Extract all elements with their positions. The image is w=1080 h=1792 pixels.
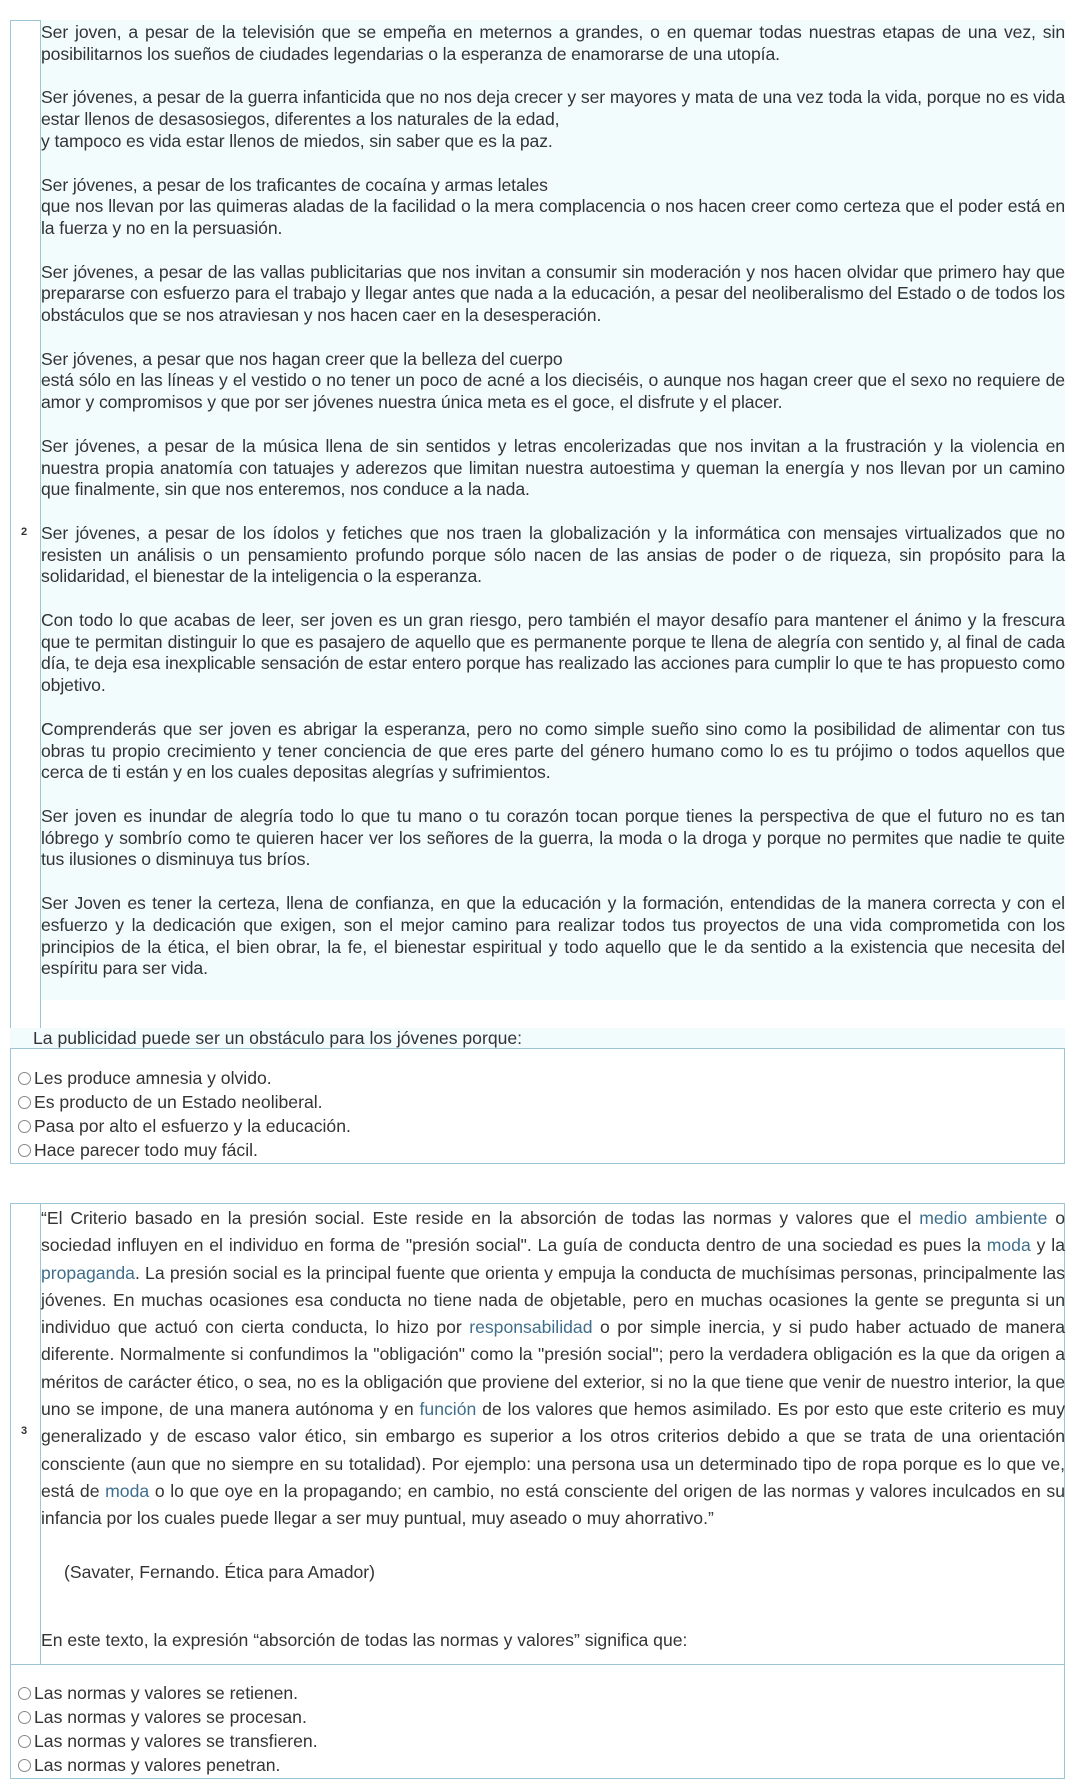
passage-text: “El Criterio basado en la presión social. Este reside en la absorción de todas las normas y valores que el: [41, 1208, 920, 1228]
passage-paragraph: Ser jóvenes, a pesar de la guerra infanticida que no nos deja crecer y ser mayores y mata de una vez toda la vida, porque no es vida estar llenos de desasosiegos, diferentes a los naturales de la edad, y tampoco es vida estar llenos de miedos, sin saber que es la paz.: [41, 87, 1065, 151]
passage-text: o sociedad influyen en el individuo en forma de "presión social". La guía de conducta dentro de una sociedad es pues la: [41, 1208, 1065, 1256]
question-number: 3: [21, 1425, 28, 1437]
answer-options: [18, 1681, 318, 1777]
passage-paragraph: Ser joven es inundar de alegría todo lo que tu mano o tu corazón tocan porque tienes la perspectiva de que el futuro no es tan lóbrego y sombrío como te quieren hacer ver los señores de la guerra, la moda o la droga y porque no permites que nadie te quite tus ilusiones o disminuya tus bríos.: [41, 805, 1065, 870]
radio-button[interactable]: [18, 1687, 31, 1700]
inline-link[interactable]: responsabilidad: [469, 1317, 593, 1338]
option-label: Las normas y valores se procesan.: [34, 1707, 307, 1727]
radio-button[interactable]: [18, 1072, 31, 1085]
answer-option[interactable]: [18, 1114, 351, 1138]
option-label: Las normas y valores penetran.: [34, 1755, 281, 1775]
radio-button[interactable]: [18, 1759, 31, 1772]
question-stem: En este texto, la expresión “absorción de todas las normas y valores” significa que:: [41, 1630, 688, 1650]
passage-text: de los valores que hemos asimilado. Es por esto que este criterio es muy generalizado y de escaso valor ético, sin embargo es superior a los otros criterios debido a que se trata de una orientación consciente (aun que no siempre en su totalidad). Por ejemplo: una persona usa un determinado tipo de ropa porque es lo que ve, está de: [41, 1399, 1066, 1501]
passage-paragraph: Con todo lo que acabas de leer, ser joven es un gran riesgo, pero también el mayor desafío para mantener el ánimo y la frescura que te permitan distinguir lo que es pasajero de aquello que es permanente porque te llena de alegría con sentido y, al final de cada día, te deja esa inexplicable sensación de estar entero porque has realizado las acciones para cumplir lo que te has propuesto como objetivo.: [41, 610, 1065, 696]
passage-paragraph: Ser jóvenes, a pesar de los ídolos y fetiches que nos traen la globalización y la informática con mensajes virtualizados que no resisten un análisis o un pensamiento profundo porque sólo nacen de las ansias de poder o de riqueza, sin propósito para la solidaridad, el bienestar de la inteligencia o la esperanza.: [41, 522, 1065, 587]
answer-option[interactable]: [18, 1138, 351, 1162]
inline-link[interactable]: moda: [986, 1235, 1031, 1256]
option-label: Hace parecer todo muy fácil.: [34, 1140, 258, 1160]
option-label: Pasa por alto el esfuerzo y la educación.: [34, 1116, 351, 1136]
option-label: Las normas y valores se transfieren.: [34, 1731, 318, 1751]
option-label: Es producto de un Estado neoliberal.: [34, 1092, 323, 1112]
divider: [10, 1048, 1065, 1049]
inline-link[interactable]: medio ambiente: [919, 1208, 1048, 1228]
radio-button[interactable]: [18, 1735, 31, 1748]
passage-text: o por simple inercia, y si pudo haber actuado de manera diferente. Normalmente si confundimos la "obligación" como la "presión social"; pero la verdadera obligación es la que da origen a méritos de carácter ético, o sea, no es la obligación que proviene del exterior, si no la que tiene que venir de nuestro interior, la que uno se impone, de una manera autónoma y en: [41, 1317, 1065, 1420]
divider: [10, 1664, 1065, 1665]
radio-button[interactable]: [18, 1144, 31, 1157]
passage-text: o lo que oye en la propagando; en cambio, no está consciente del origen de las normas y valores inculcados en su infancia por los cuales puede llegar a ser muy puntual, muy aseado o muy ahorrativo.”: [41, 1480, 1066, 1529]
answer-options: [18, 1066, 351, 1162]
passage-paragraph: Ser joven, a pesar de la televisión que se empeña en meternos a grandes, o en quemar todas nuestras etapas de una vez, sin posibilitarnos los sueños de ciudades legendarias o la esperanza de enamorarse de una utopía.: [41, 22, 1065, 64]
option-label: Les produce amnesia y olvido.: [34, 1068, 272, 1088]
radio-button[interactable]: [18, 1711, 31, 1724]
passage-paragraph: Ser jóvenes, a pesar de la música llena de sin sentidos y letras encolerizadas que nos invitan a la frustración y la violencia en nuestra propia anatomía con tatuajes y aderezos que limitan nuestra autoestima y queman la energía y nos llevan por un camino que finalmente, sin que nos enteremos, nos conduce a la nada.: [41, 435, 1065, 500]
radio-button[interactable]: [18, 1120, 31, 1133]
passage-spacer: [40, 1000, 1065, 1028]
reading-passage: [41, 1205, 1065, 1533]
question-stem: La publicidad puede ser un obstáculo para los jóvenes porque:: [33, 1028, 523, 1048]
answer-option[interactable]: [18, 1729, 318, 1753]
inline-link[interactable]: función: [419, 1399, 477, 1420]
answer-option[interactable]: [18, 1681, 318, 1705]
answer-option[interactable]: [18, 1090, 351, 1114]
inline-link[interactable]: propaganda: [41, 1262, 135, 1283]
answer-option[interactable]: [18, 1066, 351, 1090]
passage-paragraph: Ser Joven es tener la certeza, llena de confianza, en que la educación y la formación, entendidas de la manera correcta y con el esfuerzo y la dedicación que exigen, son el mejor camino para realizar todos tus proyectos de una vida comprometida con los principios de la ética, el bien obrar, la fe, el bienestar espiritual y todo aquello que le da sentido a la existencia que necesita del espíritu para ser vida.: [41, 893, 1065, 979]
reading-passage: [40, 20, 1065, 1000]
radio-button[interactable]: [18, 1096, 31, 1109]
option-label: Las normas y valores se retienen.: [34, 1683, 299, 1703]
passage-text: y la: [1030, 1235, 1065, 1256]
passage-paragraph: Ser jóvenes, a pesar de los traficantes de cocaína y armas letales que nos llevan por las quimeras aladas de la facilidad o la mera complacencia o nos hacen creer como certeza que el poder está en la fuerza y no en la persuasión.: [41, 174, 1065, 238]
passage-text: . La presión social es la principal fuente que orienta y empuja la conducta de muchísimas personas, principalmente las jóvenes. En muchas ocasiones esa conducta no tiene nada de objetable, pero en muchas ocasiones la gente se pregunta si un individuo que actuó con cierta conducta, lo hizo por: [41, 1262, 1065, 1338]
passage-paragraph: Ser jóvenes, a pesar que nos hagan creer que la belleza del cuerpo está sólo en las líneas y el vestido o no tener un poco de acné a los dieciséis, o aunque nos hagan creer que el sexo no requiere de amor y compromisos y que por ser jóvenes nuestra única meta es el goce, el disfrute y el placer.: [41, 348, 1065, 413]
answer-option[interactable]: [18, 1753, 318, 1777]
citation: (Savater, Fernando. Ética para Amador): [64, 1562, 375, 1582]
passage-paragraph: Comprenderás que ser joven es abrigar la esperanza, pero no como simple sueño sino como la posibilidad de alimentar con tus obras tu propio crecimiento y tener conciencia de que eres parte del género humano como lo es tu prójimo o todos aquellos que cerca de ti están y en los cuales depositas alegrías y sufrimientos.: [41, 718, 1065, 783]
answer-option[interactable]: [18, 1705, 318, 1729]
question-number: 2: [21, 526, 28, 538]
inline-link[interactable]: moda: [105, 1480, 150, 1501]
passage-paragraph: Ser jóvenes, a pesar de las vallas publicitarias que nos invitan a consumir sin moderación y nos hacen olvidar que primero hay que prepararse con esfuerzo para el trabajo y llegar antes que nada a la educación, a pesar del neoliberalismo del Estado o de todos los obstáculos que se nos atraviesan y nos hacen caer en la desesperación.: [41, 261, 1065, 326]
